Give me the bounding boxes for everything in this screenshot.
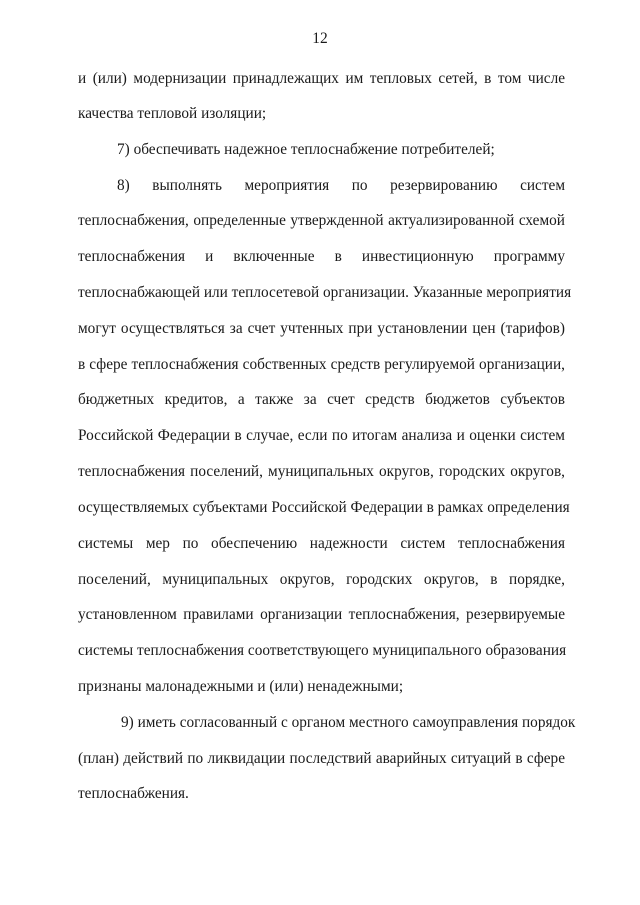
text-line: установленном правилами организации теплоснабжения, резервируемые	[78, 606, 565, 623]
text-line: Российской Федерации в случае, если по итогам анализа и оценки систем	[78, 427, 565, 444]
text-line: и (или) модернизации принадлежащих им тепловых сетей, в том числе	[78, 70, 565, 87]
text-line: бюджетных кредитов, а также за счет средств бюджетов субъектов	[78, 391, 565, 408]
text-line: 8) выполнять мероприятия по резервированию систем	[117, 177, 565, 194]
text-line: в сфере теплоснабжения собственных средств регулируемой организации,	[78, 356, 565, 373]
text-line: 9) иметь согласованный с органом местного самоуправления порядок	[121, 714, 576, 731]
text-line: (план) действий по ликвидации последствий аварийных ситуаций в сфере	[78, 750, 565, 767]
text-line: признаны малонадежными и (или) ненадежными;	[78, 678, 404, 695]
text-line: могут осуществляться за счет учтенных при установлении цен (тарифов)	[78, 320, 565, 337]
text-line: теплоснабжения, определенные утвержденной актуализированной схемой	[78, 212, 565, 229]
text-line: системы теплоснабжения соответствующего муниципального образования	[78, 642, 567, 659]
text-line: осуществляемых субъектами Российской Федерации в рамках определения	[78, 499, 570, 516]
text-line: теплоснабжения поселений, муниципальных округов, городских округов,	[78, 463, 565, 480]
page-number: 12	[312, 30, 328, 47]
text-line: теплоснабжающей или теплосетевой организации. Указанные мероприятия	[78, 284, 572, 301]
text-line: качества тепловой изоляции;	[78, 105, 267, 122]
text-line: теплоснабжения.	[78, 785, 189, 802]
text-line: теплоснабжения и включенные в инвестиционную программу	[78, 248, 565, 265]
text-line: поселений, муниципальных округов, городских округов, в порядке,	[78, 571, 565, 588]
text-line: 7) обеспечивать надежное теплоснабжение потребителей;	[117, 141, 495, 158]
text-line: системы мер по обеспечению надежности систем теплоснабжения	[78, 535, 565, 552]
